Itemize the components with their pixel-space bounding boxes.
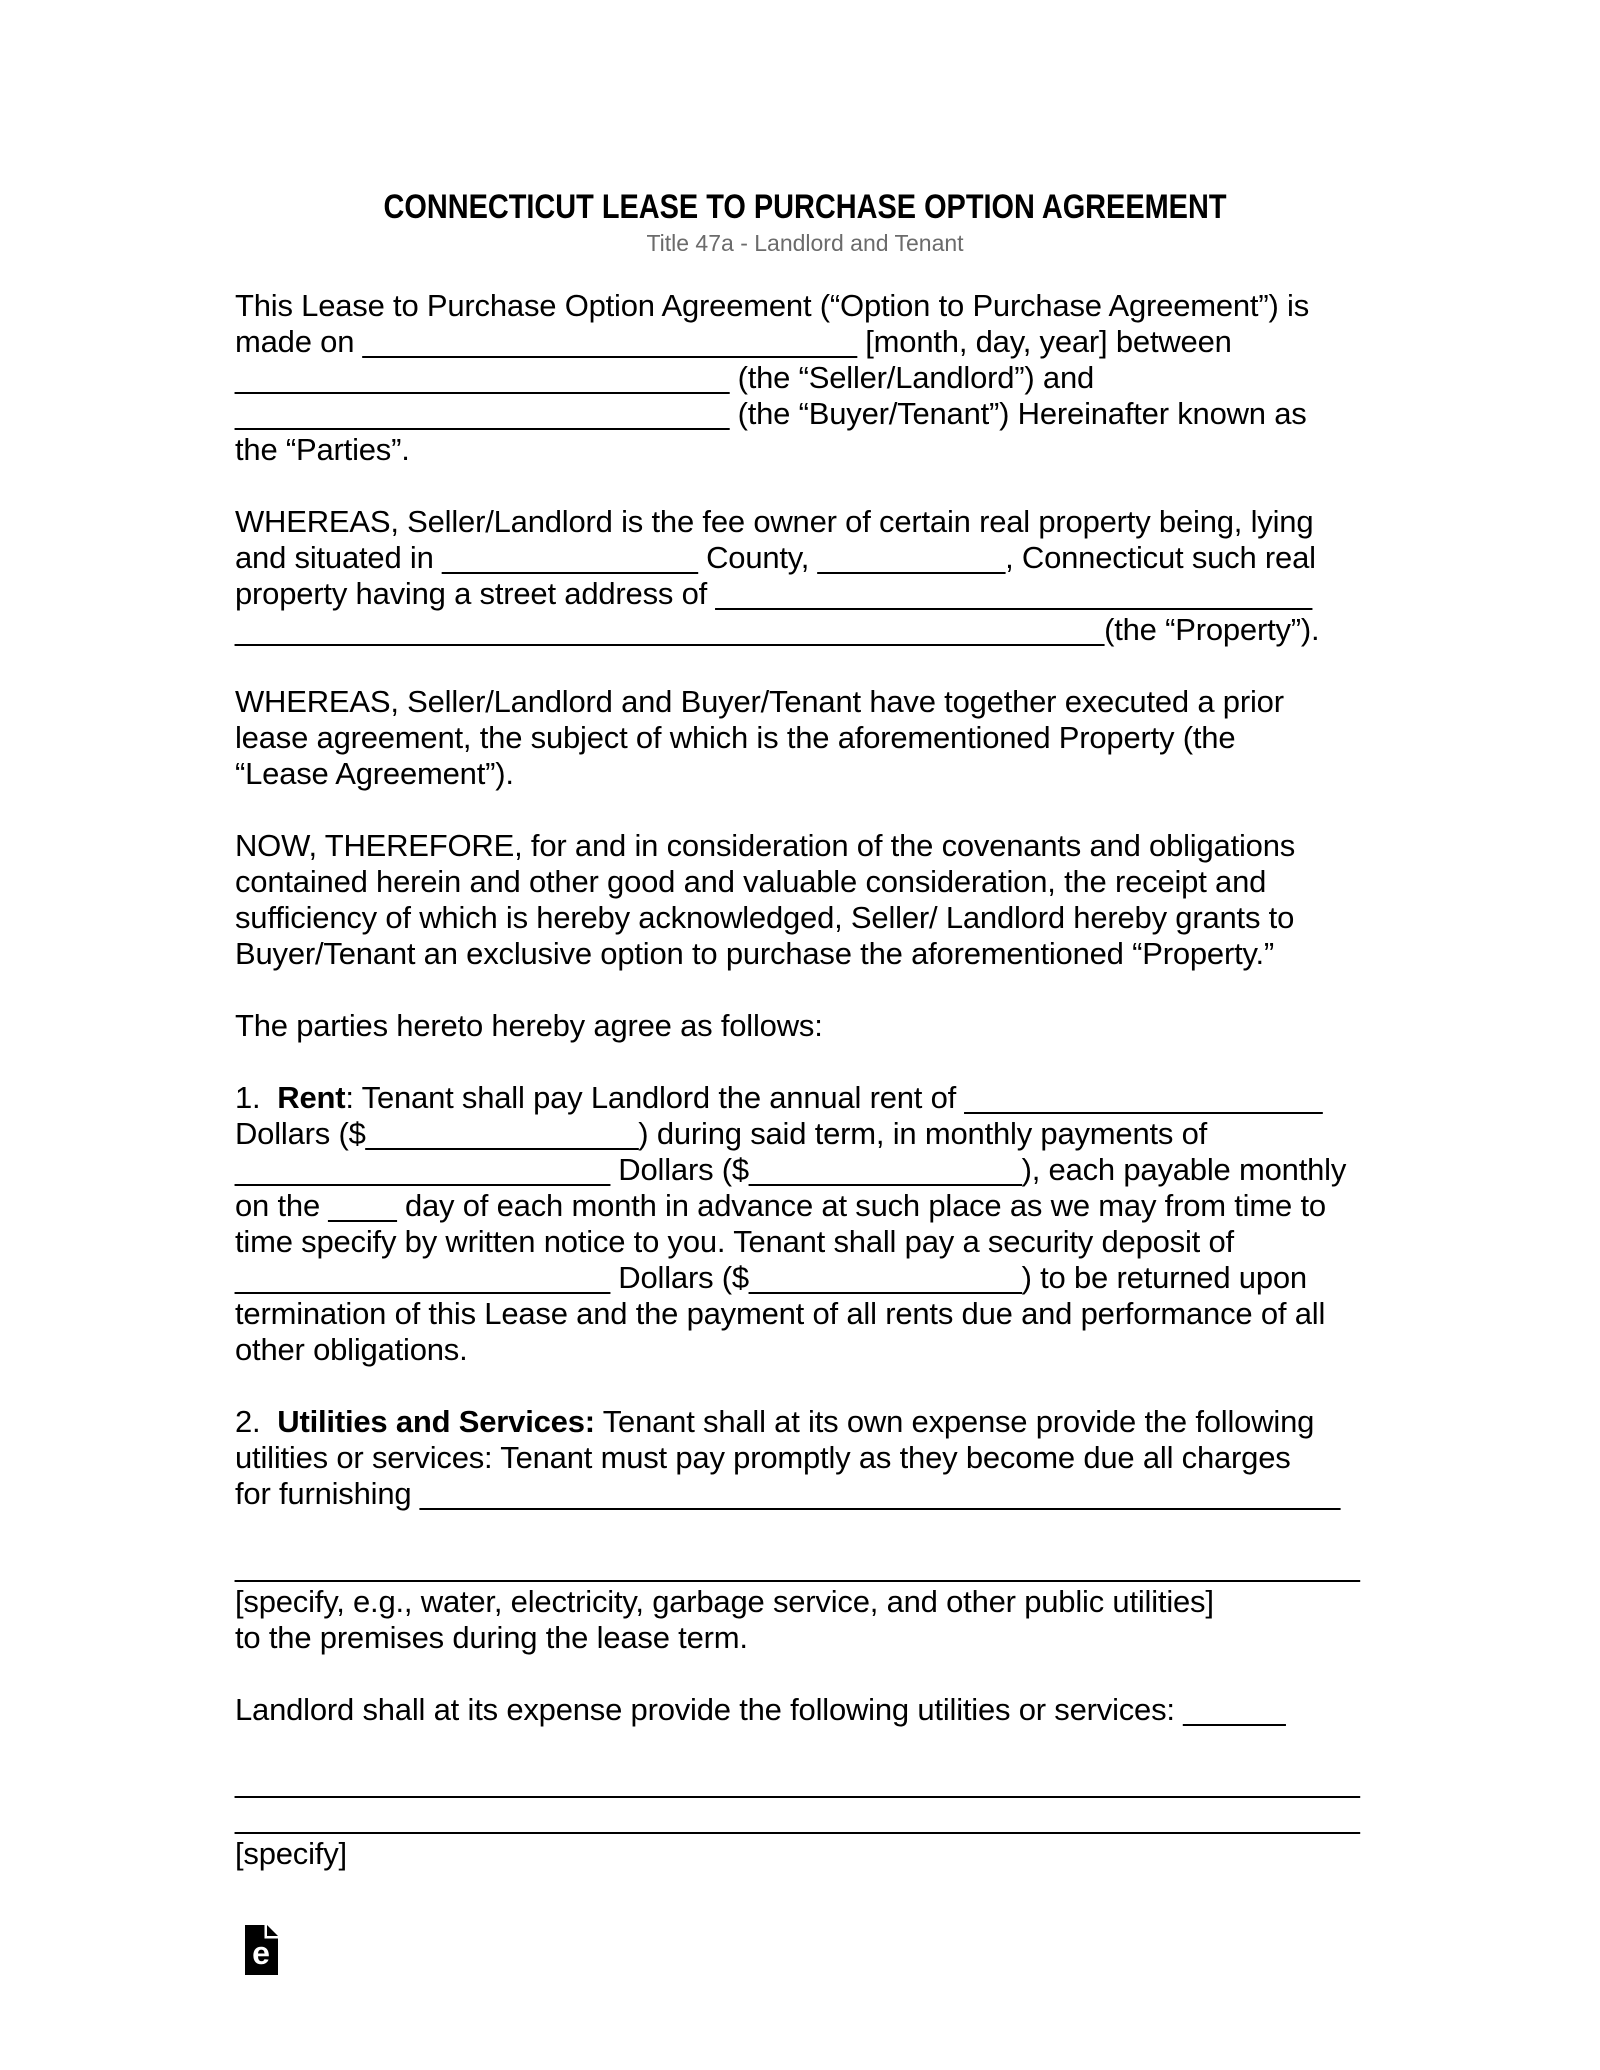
paragraph-line: “Lease Agreement”). — [235, 756, 514, 791]
intro-paragraph — [235, 288, 1375, 468]
whereas-property-paragraph — [235, 504, 1375, 648]
paragraph-line: [specify] — [235, 1836, 347, 1871]
paragraph-line: other obligations. — [235, 1332, 468, 1367]
paragraph-line: sufficiency of which is hereby acknowledged, Seller/ Landlord hereby grants to — [235, 900, 1295, 935]
paragraph-line: for furnishing ______________________________________________________ — [235, 1476, 1341, 1511]
section-first-line — [235, 1080, 1375, 1116]
paragraph-line: ______________________ Dollars ($________________), each payable monthly — [235, 1152, 1347, 1187]
landlord-utilities-paragraph — [235, 1692, 1375, 1872]
document-content — [235, 186, 1375, 1908]
paragraph-line: Landlord shall at its expense provide the following utilities or services: ______ — [235, 1692, 1286, 1727]
blank-line — [235, 1512, 1375, 1548]
section-text: Tenant shall at its own expense provide the following — [594, 1404, 1315, 1439]
paragraph-line: NOW, THEREFORE, for and in consideration of the covenants and obligations — [235, 828, 1296, 863]
logo-letter: e — [252, 1935, 270, 1971]
paragraph-line: on the ____ day of each month in advance at such place as we may from time to — [235, 1188, 1326, 1223]
section-number: 1. — [235, 1080, 278, 1115]
paragraph-line: [specify, e.g., water, electricity, garbage service, and other public utilities] — [235, 1584, 1214, 1619]
section-heading: Utilities and Services: — [277, 1404, 595, 1439]
paragraph-line: contained herein and other good and valuable consideration, the receipt and — [235, 864, 1267, 899]
paragraph-line: and situated in _______________ County, ___________, Connecticut such real — [235, 540, 1316, 575]
now-therefore-paragraph — [235, 828, 1375, 972]
fill-in-blank-line: __________________________________________________________________ — [235, 1764, 1360, 1799]
paragraph-line: ___________________________________________________(the “Property”). — [235, 612, 1320, 647]
paragraph-line: This Lease to Purchase Option Agreement (“Option to Purchase Agreement”) is — [235, 288, 1309, 323]
paragraph-line: utilities or services: Tenant must pay promptly as they become due all charges — [235, 1440, 1291, 1475]
whereas-lease-paragraph — [235, 684, 1375, 792]
paragraph-line: WHEREAS, Seller/Landlord is the fee owner of certain real property being, lying — [235, 504, 1314, 539]
paragraph-line: _____________________________ (the “Buyer/Tenant”) Hereinafter known as — [235, 396, 1307, 431]
section-heading: Rent — [277, 1080, 346, 1115]
section-1-rent — [235, 1080, 1375, 1368]
paragraph-line: Buyer/Tenant an exclusive option to purchase the aforementioned “Property.” — [235, 936, 1275, 971]
paragraph-line: made on _____________________________ [month, day, year] between — [235, 324, 1232, 359]
paragraph-line: The parties hereto hereby agree as follows: — [235, 1008, 823, 1043]
page-subtitle: Title 47a - Landlord and Tenant — [646, 230, 964, 256]
paragraph-line: time specify by written notice to you. Tenant shall pay a security deposit of — [235, 1224, 1234, 1259]
section-text: : Tenant shall pay Landlord the annual rent of _____________________ — [345, 1080, 1323, 1115]
paragraph-line: property having a street address of ___________________________________ — [235, 576, 1312, 611]
agreement-intro-paragraph — [235, 1008, 1375, 1044]
paragraph-line: _____________________________ (the “Seller/Landlord”) and — [235, 360, 1095, 395]
section-2-utilities — [235, 1404, 1375, 1656]
paragraph-line: the “Parties”. — [235, 432, 410, 467]
blank-line — [235, 1728, 1375, 1764]
fill-in-blank-line: __________________________________________________________________ — [235, 1800, 1360, 1835]
paragraph-line: termination of this Lease and the payment of all rents due and performance of all — [235, 1296, 1326, 1331]
section-first-line — [235, 1404, 1375, 1440]
paragraph-line: ______________________ Dollars ($________________) to be returned upon — [235, 1260, 1307, 1295]
document-page-icon — [245, 1925, 278, 1975]
page-title: CONNECTICUT LEASE TO PURCHASE OPTION AGREEMENT — [383, 188, 1227, 226]
paragraph-line: to the premises during the lease term. — [235, 1620, 748, 1655]
paragraph-line: Dollars ($________________) during said term, in monthly payments of — [235, 1116, 1208, 1151]
paragraph-line: WHEREAS, Seller/Landlord and Buyer/Tenant have together executed a prior — [235, 684, 1284, 719]
fill-in-blank-line: __________________________________________________________________ — [235, 1548, 1360, 1583]
section-number: 2. — [235, 1404, 278, 1439]
eforms-logo — [245, 1925, 278, 1975]
paragraph-line: lease agreement, the subject of which is the aforementioned Property (the — [235, 720, 1236, 755]
